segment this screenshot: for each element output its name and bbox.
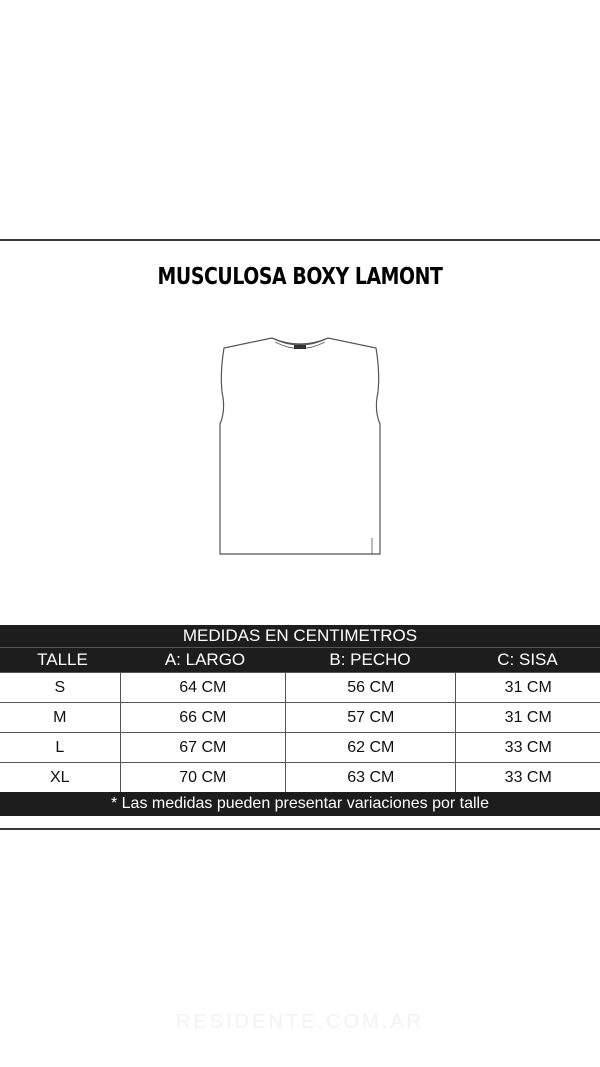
table-row (0, 763, 600, 792)
sisa-cell: 33 CM (455, 733, 600, 762)
table-row (0, 733, 600, 763)
pecho-cell: 56 CM (285, 673, 455, 702)
column-header-sisa: C: SISA (497, 650, 558, 669)
largo-cell: 66 CM (120, 703, 285, 732)
size-chart (0, 625, 600, 816)
sisa-cell: 33 CM (455, 763, 600, 792)
largo-cell: 67 CM (120, 733, 285, 762)
column-header-pecho: B: PECHO (329, 650, 411, 669)
table-row (0, 673, 600, 703)
size-chart-footnote: * Las medidas pueden presentar variaciones por talle (0, 792, 600, 816)
size-cell: XL (50, 769, 70, 786)
sisa-cell: 31 CM (455, 703, 600, 732)
table-row (0, 703, 600, 733)
size-cell: S (54, 679, 66, 696)
column-header-largo: A: LARGO (164, 650, 246, 669)
largo-cell: 64 CM (120, 673, 285, 702)
largo-cell: 70 CM (120, 763, 285, 792)
sisa-cell: 31 CM (455, 673, 600, 702)
watermark: RESIDENTE.COM.AR (175, 1011, 425, 1033)
column-header-talle: TALLE (37, 650, 88, 669)
size-chart-heading: MEDIDAS EN CENTIMETROS (0, 625, 600, 647)
size-chart-rows (0, 672, 600, 792)
pecho-cell: 62 CM (285, 733, 455, 762)
size-cell: L (55, 739, 65, 756)
pecho-cell: 63 CM (285, 763, 455, 792)
sleeveless-tank-top-icon (214, 332, 386, 558)
bottom-divider (0, 828, 600, 830)
size-cell: M (53, 709, 67, 726)
size-chart-column-headers (0, 647, 600, 672)
top-divider (0, 239, 600, 241)
pecho-cell: 57 CM (285, 703, 455, 732)
product-title: MUSCULOSA BOXY LAMONT (157, 264, 443, 290)
